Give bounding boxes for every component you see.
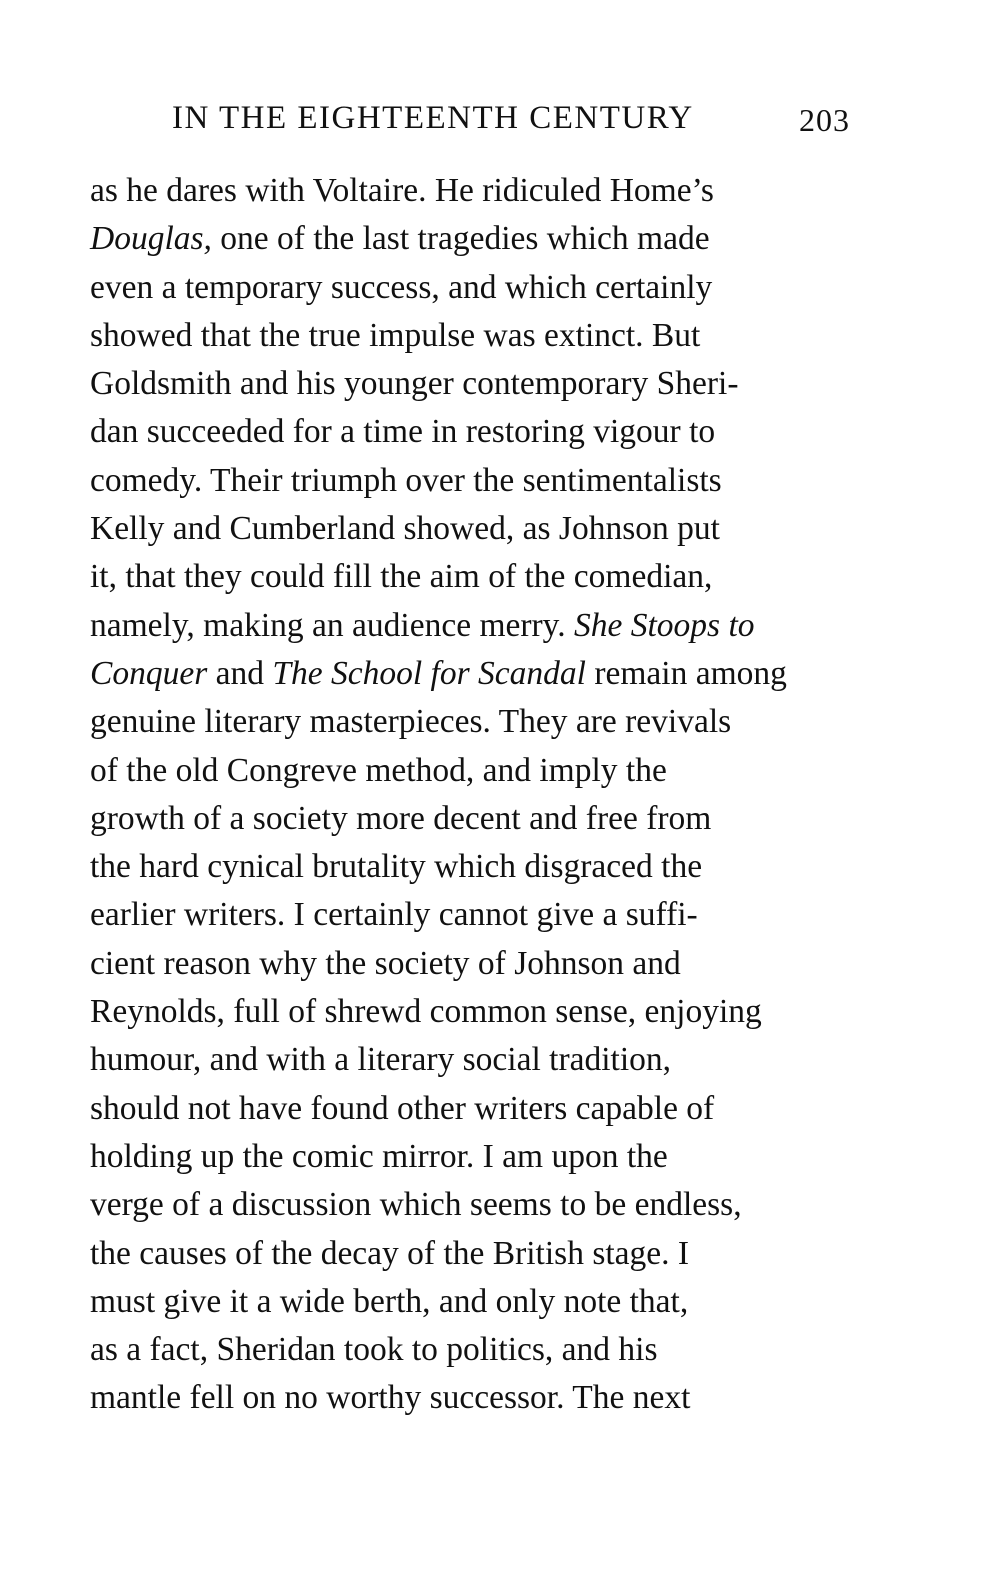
text-span: cient reason why the society of Johnson and [90,944,681,982]
text-line [90,457,846,505]
text-line [90,1085,846,1133]
text-line [90,891,846,939]
running-head [172,100,850,148]
italic-title-douglas: Douglas, [90,220,212,258]
text-line [90,795,846,843]
text-line [90,360,846,408]
text-line [90,843,846,891]
text-line [90,1133,846,1181]
text-span: showed that the true impulse was extinct. But [90,316,701,354]
text-span: the hard cynical brutality which disgraced the [90,848,703,886]
text-span: it, that they could fill the aim of the comedian, [90,558,713,596]
text-span: mantle fell on no worthy successor. The next [90,1379,691,1417]
text-span: of the old Congreve method, and imply the [90,751,667,789]
text-span: Kelly and Cumberland showed, as Johnson put [90,510,720,548]
text-span: dan succeeded for a time in restoring vigour to [90,413,716,451]
text-span: growth of a society more decent and free from [90,799,712,837]
text-line [90,1036,846,1084]
text-span: the causes of the decay of the British stage. I [90,1234,690,1272]
text-span: genuine literary masterpieces. They are revivals [90,703,732,741]
text-line [90,1181,846,1229]
text-span: must give it a wide berth, and only note that, [90,1282,689,1320]
italic-title-school-for-scandal: The School for Scandal [272,654,586,692]
text-line [90,312,846,360]
text-line [90,940,846,988]
text-span: namely, making an audience merry. [90,606,574,644]
text-line [90,988,846,1036]
text-span: one of the last tragedies which made [211,220,710,258]
running-title: IN THE EIGHTEENTH CENTURY [172,100,694,136]
text-span: verge of a discussion which seems to be endless, [90,1186,742,1224]
text-line [90,747,846,795]
text-line [90,1326,846,1374]
text-line [90,1278,846,1326]
text-line [90,215,846,263]
text-span: even a temporary success, and which certainly [90,268,713,306]
text-line [90,505,846,553]
text-line [90,698,846,746]
body-text [90,167,846,1423]
text-span: Reynolds, full of shrewd common sense, enjoying [90,993,762,1031]
text-span: remain among [585,654,787,692]
text-span: Goldsmith and his younger contemporary Sheri- [90,365,739,403]
text-line [90,167,846,215]
text-span: as he dares with Voltaire. He ridiculed Home’s [90,172,714,209]
text-span: holding up the comic mirror. I am upon the [90,1137,668,1175]
text-line [90,650,846,698]
text-span: should not have found other writers capable of [90,1089,715,1127]
text-span: humour, and with a literary social tradition, [90,1041,672,1079]
text-span: as a fact, Sheridan took to politics, and his [90,1331,658,1369]
text-line [90,553,846,601]
text-span: and [207,654,273,692]
text-line [90,1374,846,1422]
italic-title-conquer: Conquer [90,654,208,692]
text-line [90,264,846,312]
text-span: comedy. Their triumph over the sentimentalists [90,461,722,499]
text-line [90,602,846,650]
text-line [90,1230,846,1278]
text-line [90,408,846,456]
italic-title-she-stoops: She Stoops to [574,606,755,644]
text-span: earlier writers. I certainly cannot give a suffi- [90,896,698,934]
page-number: 203 [799,102,850,138]
